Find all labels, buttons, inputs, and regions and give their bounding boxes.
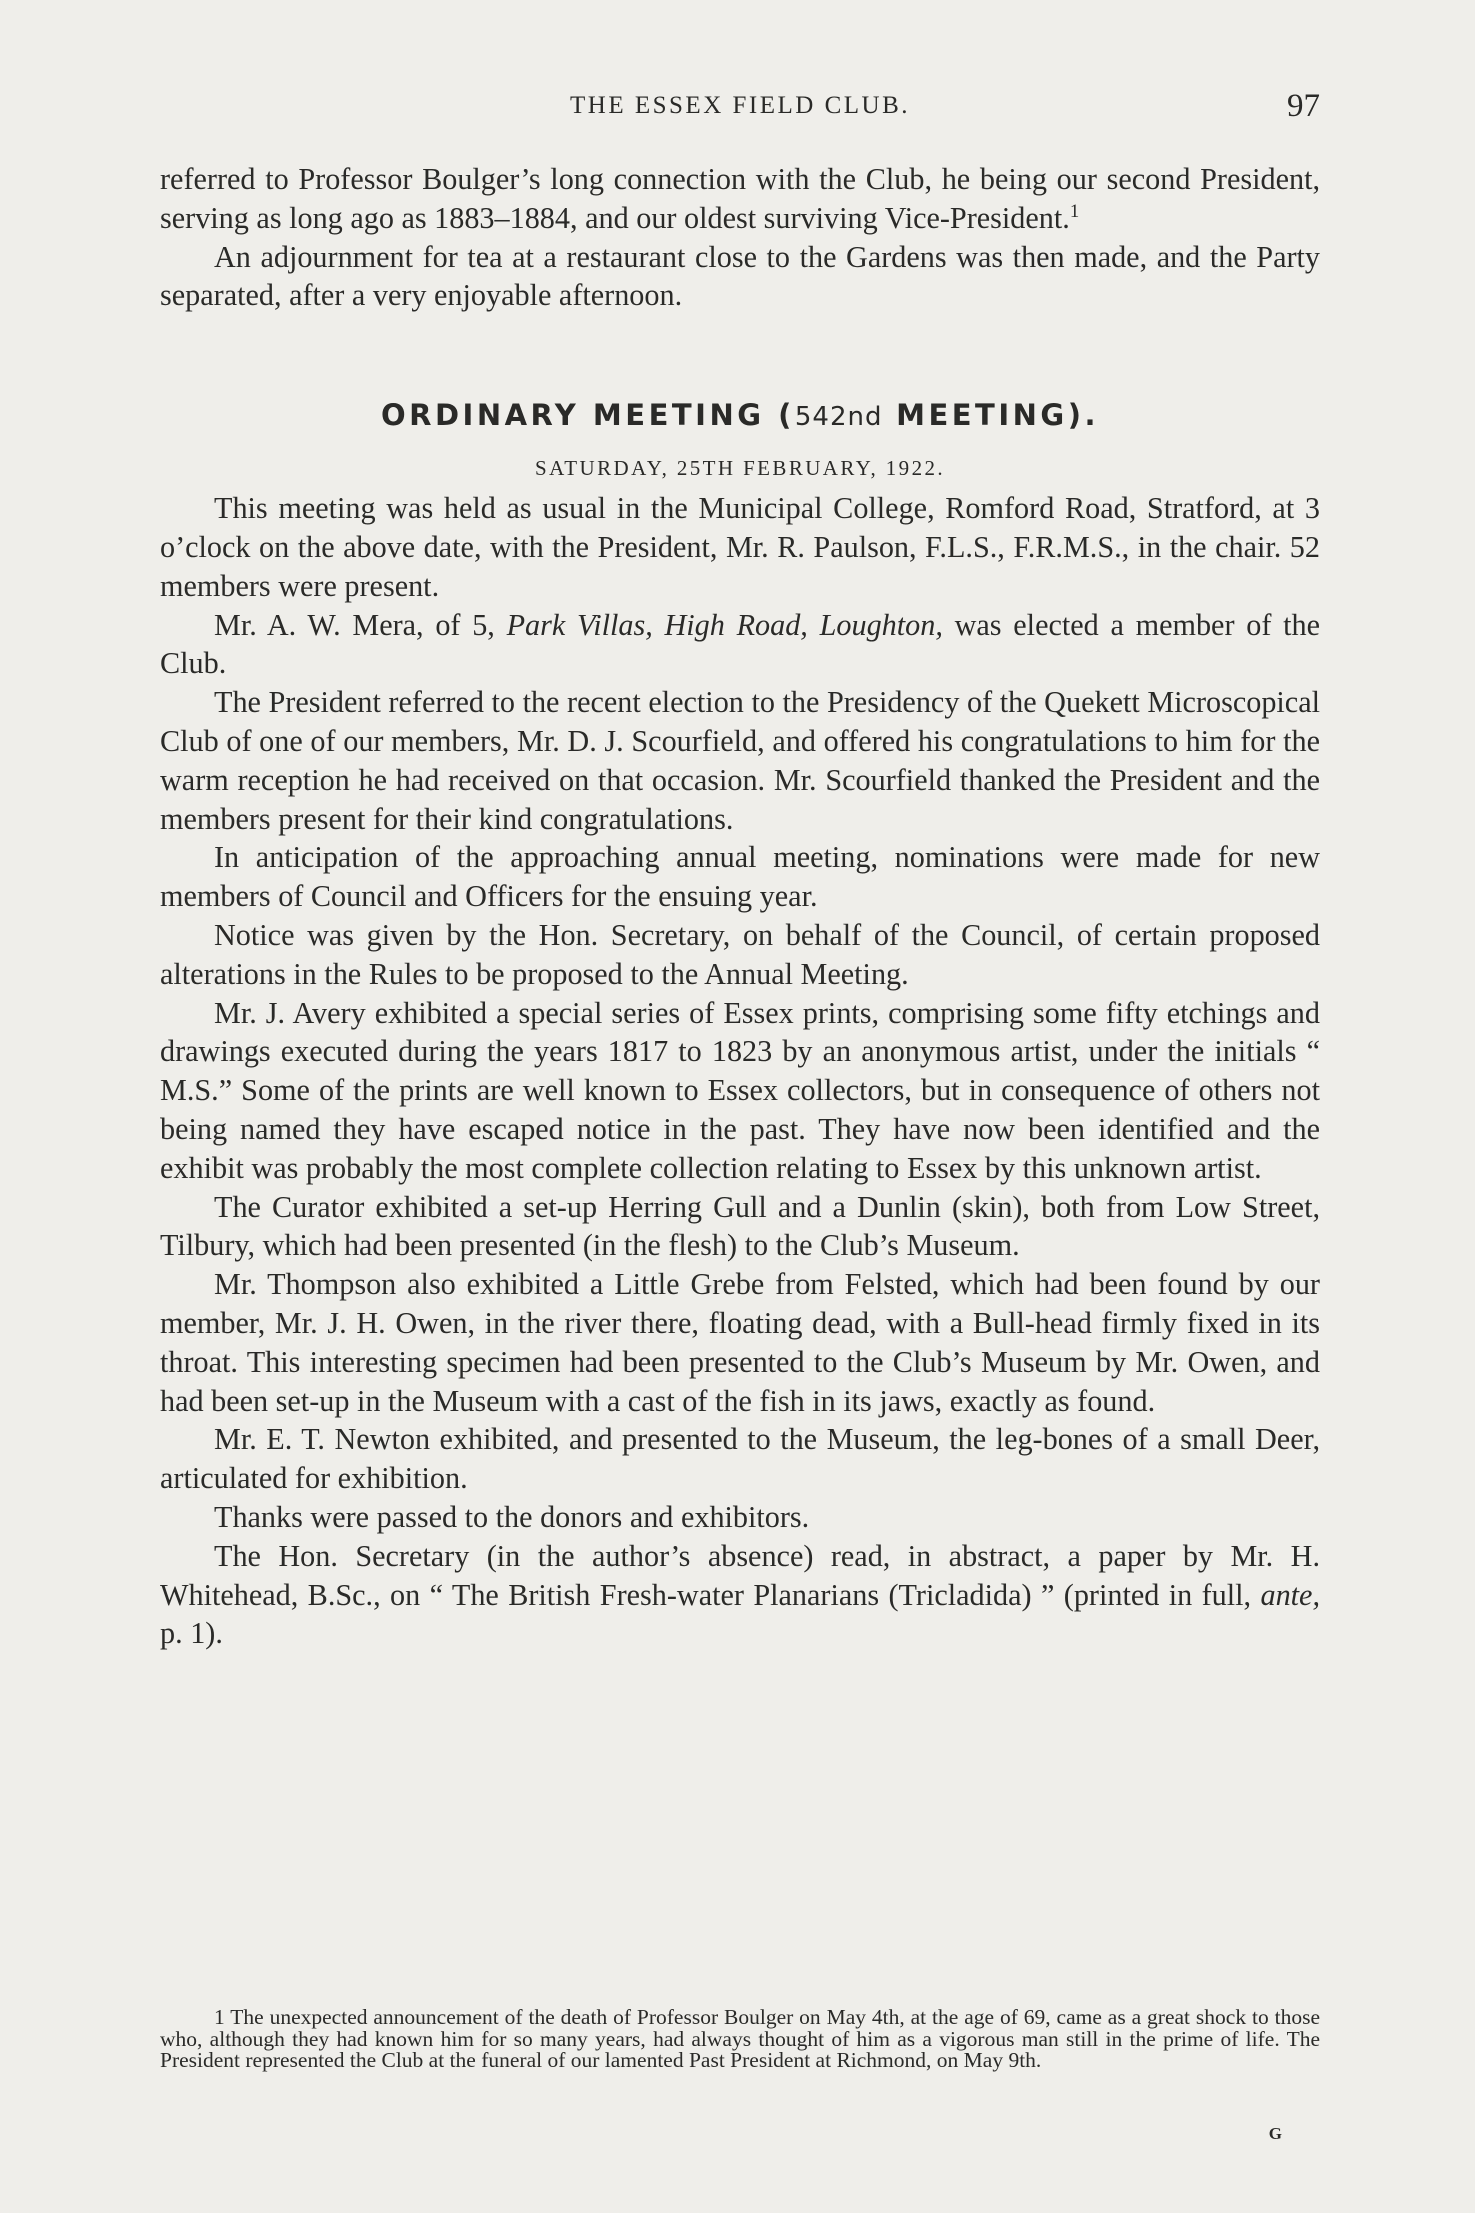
- intro-paragraph-1: [160, 160, 1320, 238]
- section-gap: [160, 315, 1320, 395]
- paragraph-2: [160, 606, 1320, 684]
- body-text: [160, 160, 1320, 1653]
- meeting-date: SATURDAY, 25TH FEBRUARY, 1922.: [534, 456, 946, 481]
- paragraph-9: Mr. E. T. Newton exhibited, and presented to the Museum, the leg-bones of a small Deer, articulated for exhibition.: [160, 1422, 1320, 1496]
- page-number: 97: [1287, 88, 1320, 124]
- section-heading-end: MEETING).: [882, 398, 1099, 433]
- paragraph-10: Thanks were passed to the donors and exhibitors.: [214, 1499, 810, 1534]
- footnote-text: 1 The unexpected announcement of the death of Professor Boulger on May 4th, at the age of 69, came as a great shock to those who, although they had known him for so many years, had always thought of him as a vigorous man still in the prime of life. The President represented the Club at the funeral of our lamented Past President at Richmond, on May 9th.: [160, 2005, 1320, 2072]
- intro-paragraph-2: An adjournment for tea at a restaurant close to the Gardens was then made, and the Party separated, after a very enjoyable afternoon.: [160, 239, 1320, 313]
- paragraph-8: Mr. Thompson also exhibited a Little Grebe from Felsted, which had been found by our member, Mr. J. H. Owen, in the river there, floating dead, with a Bull-head firmly fixed in its throat. This interesting specimen had been presented to the Club’s Museum by Mr. Owen, and had been set-up in the Museum with a cast of the fish in its jaws, exactly as found.: [160, 1267, 1320, 1418]
- paragraph-2-start: Mr. A. W. Mera, of 5,: [214, 607, 507, 642]
- paragraph-5: Notice was given by the Hon. Secretary, on behalf of the Council, of certain proposed alterations in the Rules to be proposed to the Annual Meeting.: [160, 917, 1320, 991]
- paragraph-1: This meeting was held as usual in the Municipal College, Romford Road, Stratford, at 3 o’clock on the above date, with the President, Mr. R. Paulson, F.L.S., F.R.M.S., in the chair. 52 members were present.: [160, 491, 1320, 603]
- paragraph-6: Mr. J. Avery exhibited a special series of Essex prints, comprising some fifty etchings and drawings executed during the years 1817 to 1823 by an anonymous artist, under the initials “ M.S.” Some of the prints are well known to Essex collectors, but in consequence of others not being named they have escaped notice in the past. They have now been identified and the exhibit was probably the most complete collection relating to Essex by this unknown artist.: [160, 995, 1320, 1185]
- running-title: THE ESSEX FIELD CLUB.: [570, 92, 910, 119]
- paragraph-4: In anticipation of the approaching annual meeting, nominations were made for new members of Council and Officers for the ensuing year.: [160, 840, 1320, 914]
- paragraph-11: [160, 1537, 1320, 1653]
- paragraph-2-end: was elected a member of the Club.: [160, 607, 1320, 681]
- paragraph-3: The President referred to the recent election to the Presidency of the Quekett Microscopical Club of one of our members, Mr. D. J. Scourfield, and offered his congratulations to him for the warm reception he had received on that occasion. Mr. Scourfield thanked the President and the members present for their kind congratulations.: [160, 685, 1320, 836]
- footnote: [160, 2007, 1320, 2072]
- page-header: [160, 88, 1320, 132]
- paragraph-7: The Curator exhibited a set-up Herring Gull and a Dunlin (skin), both from Low Street, Tilbury, which had been presented (in the flesh) to the Club’s Museum.: [160, 1189, 1320, 1263]
- paragraph-11-start: The Hon. Secretary (in the author’s absence) read, in abstract, a paper by Mr. H. Whitehead, B.Sc., on “ The British Fresh-water Planarians (Tricladida) ” (printed in full,: [160, 1538, 1320, 1612]
- member-address: Park Villas, High Road, Loughton,: [506, 607, 943, 642]
- ante-reference: ante,: [1260, 1577, 1320, 1612]
- paragraph-11-end: p. 1).: [160, 1616, 223, 1651]
- meeting-ordinal: 542nd: [794, 402, 883, 433]
- section-heading-start: ORDINARY MEETING (: [381, 398, 795, 433]
- signature-mark: G: [1268, 2124, 1283, 2143]
- footnote-reference: 1: [1069, 200, 1080, 222]
- section-heading: [160, 395, 1320, 437]
- intro-paragraph-1-text: referred to Professor Boulger’s long connection with the Club, he being our second President, serving as long ago as 1883–1884, and our oldest surviving Vice-President.: [160, 162, 1320, 235]
